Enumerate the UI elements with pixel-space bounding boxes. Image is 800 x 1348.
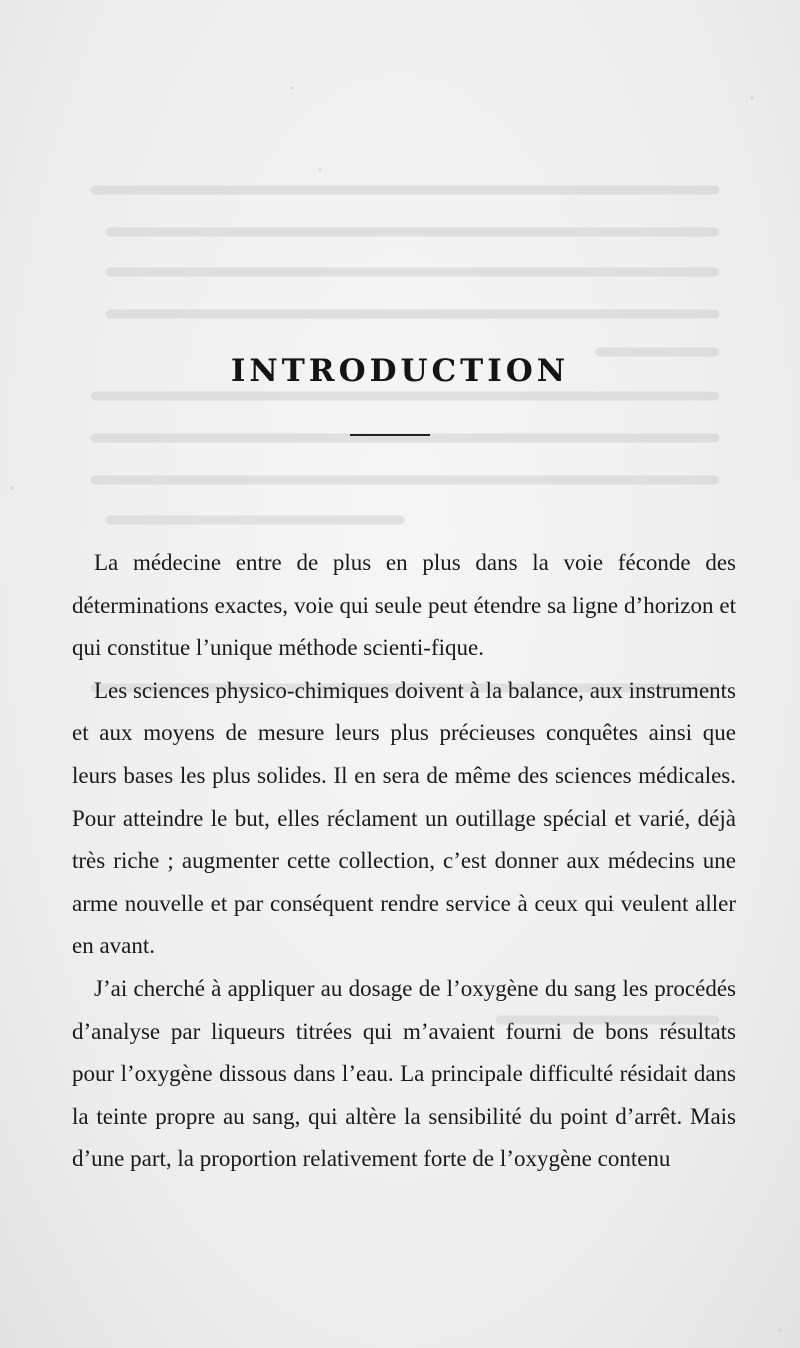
paragraph-3: J’ai cherché à appliquer au dosage de l’oxygène du sang les procédés d’analyse par liqueurs titrées qui m’avaient fourni de bons résultats pour l’oxygène dissous dans l’eau. La principale difficulté résidait dans la teinte propre au sang, qui altère la sensibilité du point d’arrêt. Mais d’une part, la proportion relativement forte de l’oxygène contenu [72, 975, 736, 1172]
paragraph-2: Les sciences physico-chimiques doivent à la balance, aux instruments et aux moyens de mesure leurs plus précieuses conquêtes ainsi que leurs bases les plus solides. Il en sera de même des sciences médicales. Pour atteindre le but, elles réclament un outillage spécial et varié, déjà très riche ; augmenter cette collection, c’est donner aux médecins une arme nouvelle et par conséquent rendre service à ceux qui veulent aller en avant. [72, 677, 736, 959]
title-divider [350, 434, 430, 436]
body-text [72, 542, 736, 1181]
chapter-title: INTRODUCTION [230, 352, 570, 389]
paragraph-1: La médecine entre de plus en plus dans la voie féconde des déterminations exactes, voie qui seule peut étendre sa ligne d’horizon et qui constitue l’unique méthode scienti-fique. [72, 550, 736, 661]
